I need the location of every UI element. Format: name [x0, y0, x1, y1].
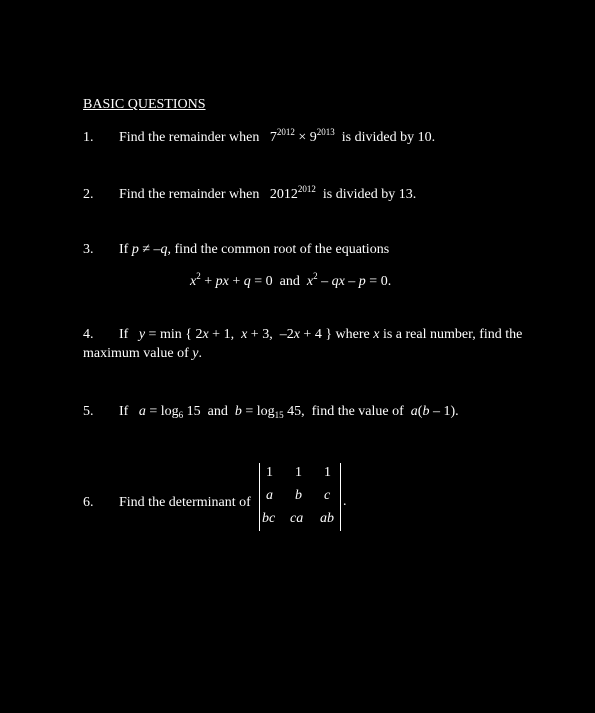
- matrix-cell: ca: [290, 511, 304, 526]
- variable: x: [202, 327, 209, 342]
- question-number: 4.: [83, 327, 94, 342]
- question-text: Find the remainder when: [119, 130, 263, 145]
- matrix-cell: c: [324, 488, 331, 503]
- variable: p: [358, 274, 366, 289]
- question-text: maximum value of: [83, 346, 193, 361]
- matrix-cell: b: [295, 488, 302, 503]
- log-text: = log: [145, 404, 179, 419]
- question-4-line-2: [83, 346, 202, 362]
- variable: p: [131, 242, 139, 257]
- log-text: = log: [241, 404, 275, 419]
- question-text: If: [119, 404, 132, 419]
- base: 7: [269, 130, 277, 145]
- variable: a: [138, 404, 146, 419]
- question-text: is a real number, find the: [379, 327, 523, 342]
- question-6: [83, 495, 251, 511]
- variable: x: [306, 274, 314, 289]
- matrix-cell: ab: [320, 511, 334, 526]
- determinant-matrix: [259, 463, 341, 531]
- variable: y: [192, 346, 199, 361]
- question-text: is divided by 10.: [338, 130, 436, 145]
- variable: q: [243, 274, 251, 289]
- base: 9: [309, 130, 317, 145]
- question-text: – 1).: [429, 404, 459, 419]
- question-text: 45, find the value of: [283, 404, 411, 419]
- matrix-cell: 1: [266, 465, 273, 480]
- log-base: 15: [274, 410, 284, 420]
- question-3: [83, 242, 389, 258]
- question-text: If: [119, 242, 132, 257]
- exponent: 2: [313, 271, 318, 281]
- operator: –: [317, 274, 332, 289]
- exponent: 2012: [276, 127, 295, 137]
- equation-text: = 0.: [365, 274, 392, 289]
- question-text: + 1,: [208, 327, 242, 342]
- variable: x: [190, 274, 197, 289]
- variable: px: [215, 274, 229, 289]
- equation-text: = 0 and: [250, 274, 307, 289]
- question-number: 3.: [83, 242, 94, 257]
- question-1: [83, 127, 435, 146]
- question-text: If: [119, 327, 132, 342]
- variable: b: [422, 404, 430, 419]
- question-5: [83, 404, 459, 420]
- question-text: (: [417, 404, 423, 419]
- exponent: 2: [196, 271, 201, 281]
- variable: x: [241, 327, 248, 342]
- question-number: 2.: [83, 187, 94, 202]
- matrix-cell: 1: [324, 465, 331, 480]
- question-text: = min { 2: [145, 327, 203, 342]
- question-text: Find the determinant of: [119, 495, 251, 510]
- matrix-cell: 1: [295, 465, 302, 480]
- operator: ×: [294, 130, 310, 145]
- variable: q: [160, 242, 168, 257]
- variable: qx: [331, 274, 345, 289]
- question-text: 15 and: [183, 404, 235, 419]
- matrix-cell: bc: [262, 511, 276, 526]
- question-number: 1.: [83, 130, 94, 145]
- exponent: 2013: [316, 127, 335, 137]
- question-number: 6.: [83, 495, 94, 510]
- variable: x: [373, 327, 380, 342]
- exponent: 2012: [297, 184, 316, 194]
- question-text: Find the remainder when: [119, 187, 263, 202]
- operator: –: [344, 274, 359, 289]
- variable: b: [234, 404, 242, 419]
- variable: y: [138, 327, 146, 342]
- question-number: 5.: [83, 404, 94, 419]
- variable: a: [410, 404, 418, 419]
- base: 2012: [269, 187, 298, 202]
- matrix-cell: a: [266, 488, 273, 503]
- question-4: [83, 327, 522, 343]
- question-text: , find the common root of the equations: [167, 242, 390, 257]
- question-3-equations: [190, 271, 391, 290]
- operator: +: [200, 274, 216, 289]
- determinant-period: .: [343, 494, 347, 509]
- question-text: + 3, –2: [247, 327, 294, 342]
- log-base: 6: [178, 410, 184, 420]
- question-text: + 4 } where: [299, 327, 374, 342]
- question-text: .: [198, 346, 202, 361]
- question-text: is divided by 13.: [319, 187, 417, 202]
- question-2: [83, 184, 416, 203]
- operator: +: [228, 274, 244, 289]
- section-heading: BASIC QUESTIONS: [83, 97, 206, 112]
- operator: ≠ –: [138, 242, 161, 257]
- variable: x: [293, 327, 300, 342]
